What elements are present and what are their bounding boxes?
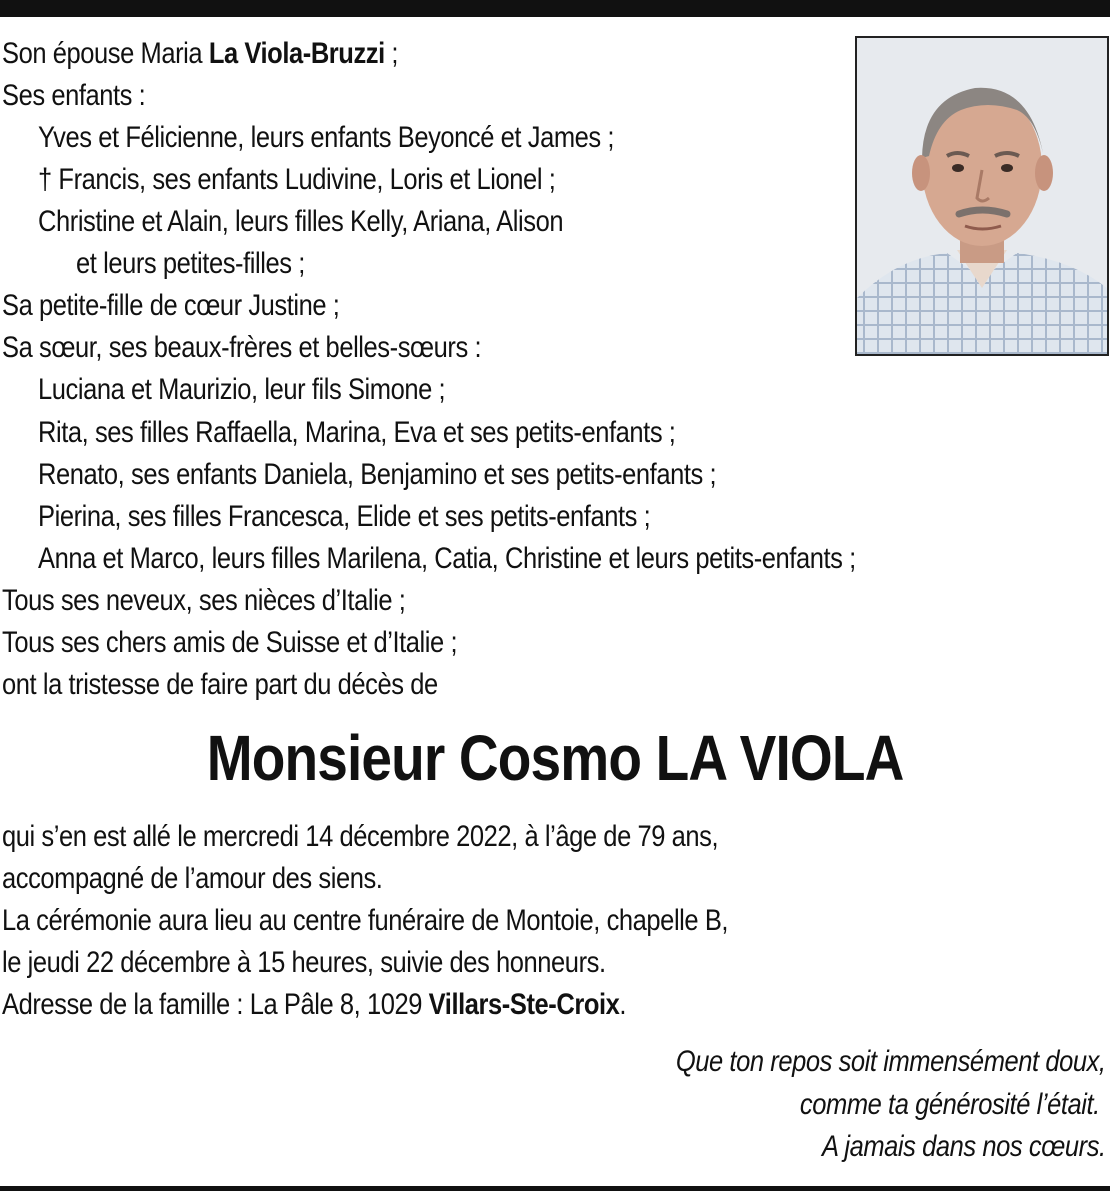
quote-line: Que ton repos soit immensément doux, <box>676 1045 1106 1078</box>
spouse-suffix: ; <box>384 37 399 70</box>
quote-line: A jamais dans nos cœurs. <box>822 1130 1106 1163</box>
child-line: Yves et Félicienne, leurs enfants Beyoncé et James ; <box>38 121 615 154</box>
friends-line: Tous ses chers amis de Suisse et d’Italie ; <box>2 626 458 659</box>
ceremony-line: La cérémonie aura lieu au centre funéraire de Montoie, chapelle B, <box>2 904 729 937</box>
child-line: et leurs petites-filles ; <box>76 247 305 280</box>
deceased-name-text: Monsieur Cosmo LA VIOLA <box>206 722 904 794</box>
portrait-illustration <box>857 38 1107 354</box>
top-rule <box>0 0 1110 17</box>
accompanied-line: accompagné de l’amour des siens. <box>2 862 383 895</box>
spouse-line <box>2 34 398 74</box>
child-line: † Francis, ses enfants Ludivine, Loris et Lionel ; <box>38 163 556 196</box>
passing-date-line: qui s’en est allé le mercredi 14 décembre 2022, à l’âge de 79 ans, <box>2 820 719 853</box>
announcement-line: ont la tristesse de faire part du décès de <box>2 668 438 701</box>
spouse-name: La Viola-Bruzzi <box>208 37 385 70</box>
siblings-heading: Sa sœur, ses beaux-frères et belles-sœurs : <box>2 331 482 364</box>
sibling-line: Rita, ses filles Raffaella, Marina, Eva et ses petits-enfants ; <box>38 416 676 449</box>
portrait-photo <box>855 36 1109 356</box>
address-suffix: . <box>619 988 627 1021</box>
children-heading: Ses enfants : <box>2 79 146 112</box>
sibling-line: Renato, ses enfants Daniela, Benjamino et ses petits-enfants ; <box>38 458 717 491</box>
address-prefix: Adresse de la famille : La Pâle 8, 1029 <box>2 988 429 1021</box>
family-address-line <box>2 985 626 1025</box>
quote-line: comme ta générosité l’était. <box>800 1088 1100 1121</box>
ceremony-time-line: le jeudi 22 décembre à 15 heures, suivie des honneurs. <box>2 946 606 979</box>
address-city: Villars-Ste-Croix <box>428 988 620 1021</box>
spouse-prefix: Son épouse Maria <box>2 37 209 70</box>
sibling-line: Luciana et Maurizio, leur fils Simone ; <box>38 373 446 406</box>
bottom-rule <box>0 1186 1110 1191</box>
deceased-name <box>0 718 1110 798</box>
nephews-line: Tous ses neveux, ses nièces d’Italie ; <box>2 584 406 617</box>
granddaughter-line: Sa petite-fille de cœur Justine ; <box>2 289 340 322</box>
sibling-line: Anna et Marco, leurs filles Marilena, Catia, Christine et leurs petits-enfants ; <box>38 542 856 575</box>
child-line: Christine et Alain, leurs filles Kelly, Ariana, Alison <box>38 205 564 238</box>
sibling-line: Pierina, ses filles Francesca, Elide et ses petits-enfants ; <box>38 500 651 533</box>
